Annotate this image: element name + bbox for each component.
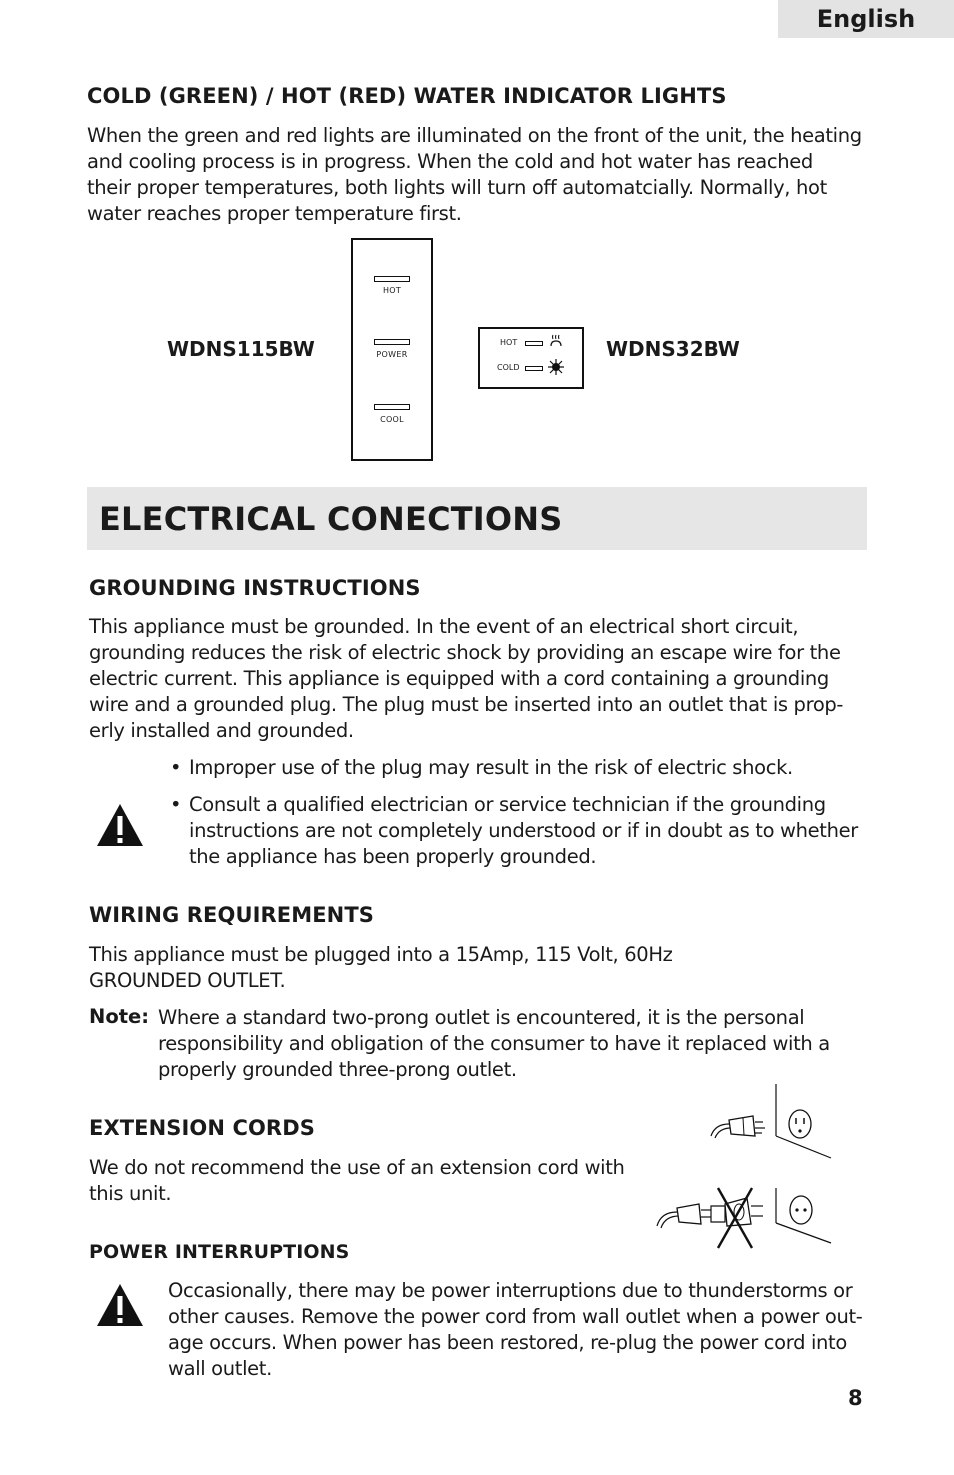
wiring-paragraph xyxy=(89,942,673,994)
extension-cord-adapter-icon xyxy=(657,1198,763,1228)
power-indicator-label: POWER xyxy=(376,350,408,359)
power-line: Occasionally, there may be power interruptions due to thunderstorms or xyxy=(168,1279,853,1302)
bullet-text: Improper use of the plug may result in the risk of electric shock. xyxy=(189,756,793,779)
grounding-heading: GROUNDING INSTRUCTIONS xyxy=(89,576,421,600)
small-indicator-panel xyxy=(478,327,584,389)
small-cold-indicator-light xyxy=(525,366,543,371)
indicator-line: When the green and red lights are illuminated on the front of the unit, the heating xyxy=(87,124,862,147)
grounding-line: erly installed and grounded. xyxy=(89,719,354,742)
section-title: ELECTRICAL CONECTIONS xyxy=(99,500,563,538)
grounded-plug-icon xyxy=(711,1116,765,1138)
bullet-text: instructions are not completely understood or if in doubt as to whether xyxy=(189,819,858,842)
indicator-line: water reaches proper temperature first. xyxy=(87,202,462,225)
power-line: age occurs. When power has been restored, re-plug the power cord into xyxy=(168,1331,847,1354)
indicator-line: their proper temperatures, both lights will turn off automatcially. Normally, hot xyxy=(87,176,827,199)
list-item xyxy=(170,755,858,781)
note-line: responsibility and obligation of the consumer to have it replaced with a xyxy=(158,1032,830,1055)
small-hot-indicator-light xyxy=(525,341,543,346)
two-prong-outlet-icon xyxy=(790,1196,812,1224)
hot-indicator-label: HOT xyxy=(382,286,402,295)
cool-indicator-label: COOL xyxy=(380,415,404,424)
three-prong-outlet-icon xyxy=(789,1110,811,1138)
extension-heading: EXTENSION CORDS xyxy=(89,1116,315,1140)
wiring-line: This appliance must be plugged into a 15Amp, 115 Volt, 60Hz xyxy=(89,943,673,966)
section-banner xyxy=(87,487,867,550)
note-line: properly grounded three-prong outlet. xyxy=(158,1058,517,1081)
bullet-dot: • xyxy=(170,793,182,816)
list-item xyxy=(170,792,858,870)
note-line: Where a standard two-prong outlet is encountered, it is the personal xyxy=(158,1006,805,1029)
page-number: 8 xyxy=(848,1386,863,1410)
power-line: other causes. Remove the power cord from wall outlet when a power out- xyxy=(168,1305,863,1328)
warning-icon xyxy=(96,803,144,847)
model-label-right: WDNS32BW xyxy=(606,337,740,361)
power-indicator-light xyxy=(374,339,410,345)
model-label-left: WDNS115BW xyxy=(167,337,315,361)
small-cold-label: COLD xyxy=(497,363,520,372)
power-paragraph xyxy=(168,1278,862,1382)
bullet-text: Consult a qualified electrician or service technician if the grounding xyxy=(189,793,826,816)
wiring-line: GROUNDED OUTLET. xyxy=(89,969,286,992)
warning-icon xyxy=(96,1283,144,1327)
grounding-line: grounding reduces the risk of electric shock by providing an escape wire for the xyxy=(89,641,841,664)
grounding-line: wire and a grounded plug. The plug must be inserted into an outlet that is prop- xyxy=(89,693,844,716)
hot-indicator-light xyxy=(374,276,410,282)
grounding-line: electric current. This appliance is equipped with a cord containing a grounding xyxy=(89,667,829,690)
grounding-bullet-list xyxy=(170,755,858,870)
note-paragraph xyxy=(158,1005,830,1083)
grounding-paragraph xyxy=(89,614,843,744)
power-heading: POWER INTERRUPTIONS xyxy=(89,1241,350,1263)
language-label: English xyxy=(816,5,916,33)
bullet-text: the appliance has been properly grounded. xyxy=(189,845,597,868)
extension-line: this unit. xyxy=(89,1182,172,1205)
extension-line: We do not recommend the use of an extension cord with xyxy=(89,1156,625,1179)
indicator-paragraph xyxy=(87,123,862,227)
indicator-line: and cooling process is in progress. When the cold and hot water has reached xyxy=(87,150,813,173)
tall-indicator-panel xyxy=(351,238,433,461)
small-hot-label: HOT xyxy=(500,338,518,347)
extension-paragraph xyxy=(89,1155,625,1207)
cold-water-icon xyxy=(547,358,565,376)
bullet-dot: • xyxy=(170,756,182,779)
power-line: wall outlet. xyxy=(168,1357,272,1380)
note-label: Note: xyxy=(89,1005,150,1028)
language-tab xyxy=(778,0,954,38)
indicator-heading: COLD (GREEN) / HOT (RED) WATER INDICATOR LIGHTS xyxy=(87,84,727,108)
wiring-heading: WIRING REQUIREMENTS xyxy=(89,903,374,927)
cool-indicator-light xyxy=(374,404,410,410)
plug-outlet-illustration xyxy=(655,1080,835,1250)
hot-water-icon xyxy=(548,333,564,349)
grounding-line: This appliance must be grounded. In the event of an electrical short circuit, xyxy=(89,615,799,638)
